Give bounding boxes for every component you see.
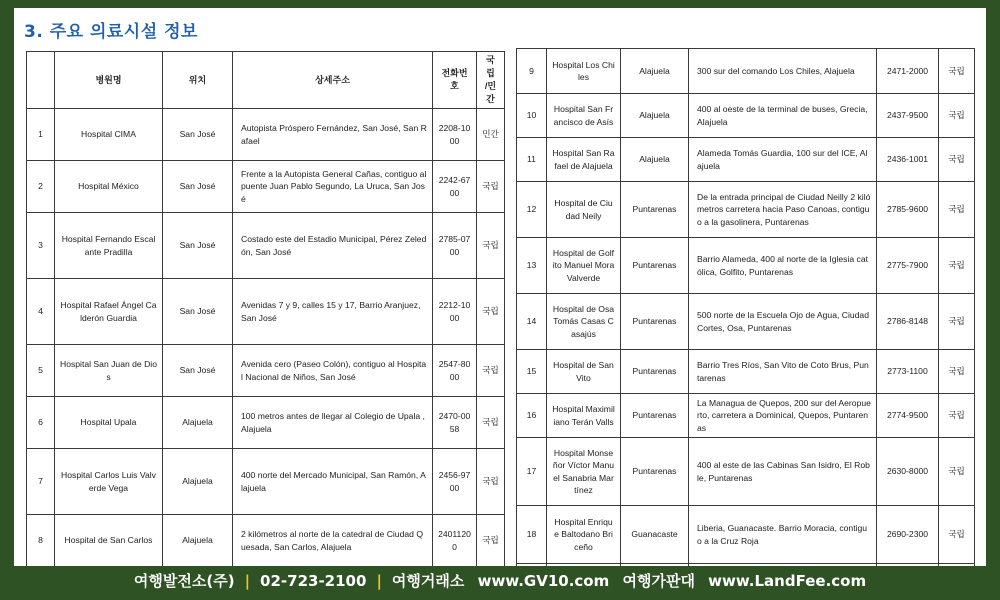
hospital-name: Hospital San Francisco de Asís — [547, 94, 621, 138]
hospital-type: 국립 — [477, 213, 505, 279]
footer-phone: 02-723-2100 — [260, 572, 367, 590]
table-row-filler — [517, 564, 975, 567]
footer-separator: | — [376, 572, 382, 590]
hospital-phone: 2773-1100 — [877, 350, 939, 394]
footer-label-2: 여행가판대 — [622, 572, 695, 590]
hospital-phone: 2242-6700 — [433, 161, 477, 213]
row-number: 5 — [27, 345, 55, 397]
hospital-phone: 2437-9500 — [877, 94, 939, 138]
hospital-name: Hospital de Golfito Manuel Mora Valverde — [547, 238, 621, 294]
hospital-name: Hospital Upala — [55, 397, 163, 449]
hospital-type: 국립 — [939, 94, 975, 138]
hospital-table-right — [516, 48, 975, 566]
hospital-name: Hospital de Osa Tomás Casas Casajús — [547, 294, 621, 350]
table-row — [517, 438, 975, 506]
hospital-phone: 2470-0058 — [433, 397, 477, 449]
hospital-address: 300 sur del comando Los Chiles, Alajuela — [689, 49, 877, 94]
table-row — [517, 138, 975, 182]
header-type: 국립 /민간 — [477, 52, 505, 109]
hospital-type: 국립 — [939, 49, 975, 94]
hospital-location: San José — [163, 279, 233, 345]
hospital-type: 국립 — [939, 238, 975, 294]
hospital-name: Hospital San Juan de Dios — [55, 345, 163, 397]
hospital-phone: 2785-0700 — [433, 213, 477, 279]
hospital-phone: 2456-9700 — [433, 449, 477, 515]
hospital-type: 국립 — [939, 506, 975, 564]
row-number: 8 — [27, 515, 55, 566]
hospital-type: 국립 — [477, 345, 505, 397]
table-row — [27, 109, 505, 161]
hospital-phone: 2774-9500 — [877, 394, 939, 438]
row-number: 6 — [27, 397, 55, 449]
hospital-location: Alajuela — [163, 397, 233, 449]
hospital-phone: 2786-8148 — [877, 294, 939, 350]
row-number: 1 — [27, 109, 55, 161]
hospital-name: Hospital Los Chiles — [547, 49, 621, 94]
hospital-type: 국립 — [939, 350, 975, 394]
hospital-location: San José — [163, 213, 233, 279]
row-number: 13 — [517, 238, 547, 294]
table-row — [517, 94, 975, 138]
hospital-name: Hospital de San Carlos — [55, 515, 163, 566]
hospital-type: 민간 — [477, 109, 505, 161]
hospital-phone: 2630-8000 — [877, 438, 939, 506]
table-row — [27, 279, 505, 345]
hospital-address: Barrio Tres Ríos, San Vito de Coto Brus, Puntarenas — [689, 350, 877, 394]
hospital-address: 400 al oeste de la terminal de buses, Grecia, Alajuela — [689, 94, 877, 138]
hospital-address: La Managua de Quepos, 200 sur del Aeropuerto, carretera a Dominical, Quepos, Puntarenas — [689, 394, 877, 438]
hospital-address: 2 kilómetros al norte de la catedral de Ciudad Quesada, San Carlos, Alajuela — [233, 515, 433, 566]
table-row — [517, 182, 975, 238]
table-row — [27, 161, 505, 213]
table-row — [27, 449, 505, 515]
header-number — [27, 52, 55, 109]
hospital-type: 국립 — [477, 161, 505, 213]
hospital-location: Alajuela — [621, 49, 689, 94]
hospital-address: Liberia, Guanacaste. Barrio Moracia, contiguo a la Cruz Roja — [689, 506, 877, 564]
hospital-location: Alajuela — [621, 138, 689, 182]
header-location: 위치 — [163, 52, 233, 109]
hospital-name: Hospital de San Vito — [547, 350, 621, 394]
row-number: 12 — [517, 182, 547, 238]
section-title: 3. 주요 의료시설 정보 — [24, 22, 198, 42]
table-header-row — [27, 52, 505, 109]
table-row — [517, 350, 975, 394]
hospital-name: Hospital CIMA — [55, 109, 163, 161]
hospital-phone: 24011200 — [433, 515, 477, 566]
hospital-type: 국립 — [939, 182, 975, 238]
hospital-type: 국립 — [477, 515, 505, 566]
footer-link-gv10[interactable]: www.GV10.com — [477, 572, 610, 590]
hospital-location: Puntarenas — [621, 394, 689, 438]
hospital-type: 국립 — [939, 394, 975, 438]
table-row — [27, 515, 505, 566]
hospital-type: 국립 — [939, 138, 975, 182]
hospital-type: 국립 — [939, 294, 975, 350]
table-row — [517, 49, 975, 94]
hospital-address: Avenidas 7 y 9, calles 15 y 17, Barrio Aranjuez, San José — [233, 279, 433, 345]
table-row — [27, 213, 505, 279]
footer-company: 여행발전소(주) — [133, 572, 235, 590]
hospital-type: 국립 — [477, 397, 505, 449]
footer-separator: | — [244, 572, 251, 590]
hospital-name: Hospital Carlos Luis Valverde Vega — [55, 449, 163, 515]
hospital-type: 국립 — [939, 438, 975, 506]
row-number: 16 — [517, 394, 547, 438]
hospital-name: Hospital Fernando Escalante Pradilla — [55, 213, 163, 279]
header-phone: 전화번호 — [433, 52, 477, 109]
table-row — [517, 294, 975, 350]
row-number: 3 — [27, 213, 55, 279]
hospital-address: De la entrada principal de Ciudad Neilly 2 kilómetros carretera hacia Paso Canoas, contiguo a la gasolinera, Puntarenas — [689, 182, 877, 238]
hospital-location: Puntarenas — [621, 350, 689, 394]
table-row — [517, 238, 975, 294]
table-row — [27, 397, 505, 449]
hospital-location: Puntarenas — [621, 238, 689, 294]
hospital-name: Hospital de Ciudad Neily — [547, 182, 621, 238]
table-row — [517, 506, 975, 564]
hospital-location: Alajuela — [163, 515, 233, 566]
footer-link-landfee[interactable]: www.LandFee.com — [708, 572, 867, 590]
row-number: 18 — [517, 506, 547, 564]
hospital-address: Frente a la Autopista General Cañas, contiguo al puente Juan Pablo Segundo, La Uruca, San José — [233, 161, 433, 213]
hospital-address: Autopista Próspero Fernández, San José, San Rafael — [233, 109, 433, 161]
hospital-name: Hospital Rafael Ángel Calderón Guardia — [55, 279, 163, 345]
hospital-name: Hospital México — [55, 161, 163, 213]
hospital-address: Barrio Alameda, 400 al norte de la Iglesia católica, Golfito, Puntarenas — [689, 238, 877, 294]
hospital-phone: 2690-2300 — [877, 506, 939, 564]
row-number: 10 — [517, 94, 547, 138]
table-row — [27, 345, 505, 397]
header-address: 상세주소 — [233, 52, 433, 109]
hospital-name: Hospital Maximiliano Terán Valls — [547, 394, 621, 438]
row-number: 15 — [517, 350, 547, 394]
table-row — [517, 394, 975, 438]
hospital-phone: 2775-7900 — [877, 238, 939, 294]
hospital-location: Guanacaste — [621, 506, 689, 564]
hospital-address: Costado este del Estadio Municipal, Pérez Zeledón, San José — [233, 213, 433, 279]
hospital-phone: 2547-8000 — [433, 345, 477, 397]
hospital-name: Hospital Monseñor Víctor Manuel Sanabria Martínez — [547, 438, 621, 506]
hospital-address: Avenida cero (Paseo Colón), contiguo al Hospital Nacional de Niños, San José — [233, 345, 433, 397]
row-number: 9 — [517, 49, 547, 94]
row-number: 7 — [27, 449, 55, 515]
hospital-address: 400 al este de las Cabinas San Isidro, El Roble, Puntarenas — [689, 438, 877, 506]
hospital-location: San José — [163, 109, 233, 161]
hospital-location: Alajuela — [621, 94, 689, 138]
footer-bar — [0, 570, 1000, 592]
hospital-name: Hospital San Rafael de Alajuela — [547, 138, 621, 182]
hospital-address: 100 metros antes de llegar al Colegio de Upala , Alajuela — [233, 397, 433, 449]
row-number: 14 — [517, 294, 547, 350]
hospital-phone: 2471-2000 — [877, 49, 939, 94]
content-panel — [14, 8, 986, 566]
hospital-type: 국립 — [477, 449, 505, 515]
hospital-location: Puntarenas — [621, 294, 689, 350]
hospital-location: San José — [163, 345, 233, 397]
hospital-location: Puntarenas — [621, 438, 689, 506]
header-hospital-name: 병원명 — [55, 52, 163, 109]
hospital-location: Alajuela — [163, 449, 233, 515]
hospital-location: San José — [163, 161, 233, 213]
hospital-phone: 2208-1000 — [433, 109, 477, 161]
hospital-name: Hospital Enrique Baltodano Briceño — [547, 506, 621, 564]
hospital-address: 400 norte del Mercado Municipal, San Ramón, Alajuela — [233, 449, 433, 515]
row-number: 2 — [27, 161, 55, 213]
hospital-phone: 2212-1000 — [433, 279, 477, 345]
hospital-address: 500 norte de la Escuela Ojo de Agua, Ciudad Cortes, Osa, Puntarenas — [689, 294, 877, 350]
hospital-table-left — [26, 51, 505, 566]
row-number: 17 — [517, 438, 547, 506]
hospital-address: Alameda Tomás Guardia, 100 sur del ICE, Alajuela — [689, 138, 877, 182]
row-number: 4 — [27, 279, 55, 345]
row-number: 11 — [517, 138, 547, 182]
hospital-phone: 2436-1001 — [877, 138, 939, 182]
hospital-type: 국립 — [477, 279, 505, 345]
footer-label-1: 여행거래소 — [391, 572, 465, 590]
hospital-phone: 2785-9600 — [877, 182, 939, 238]
hospital-location: Puntarenas — [621, 182, 689, 238]
